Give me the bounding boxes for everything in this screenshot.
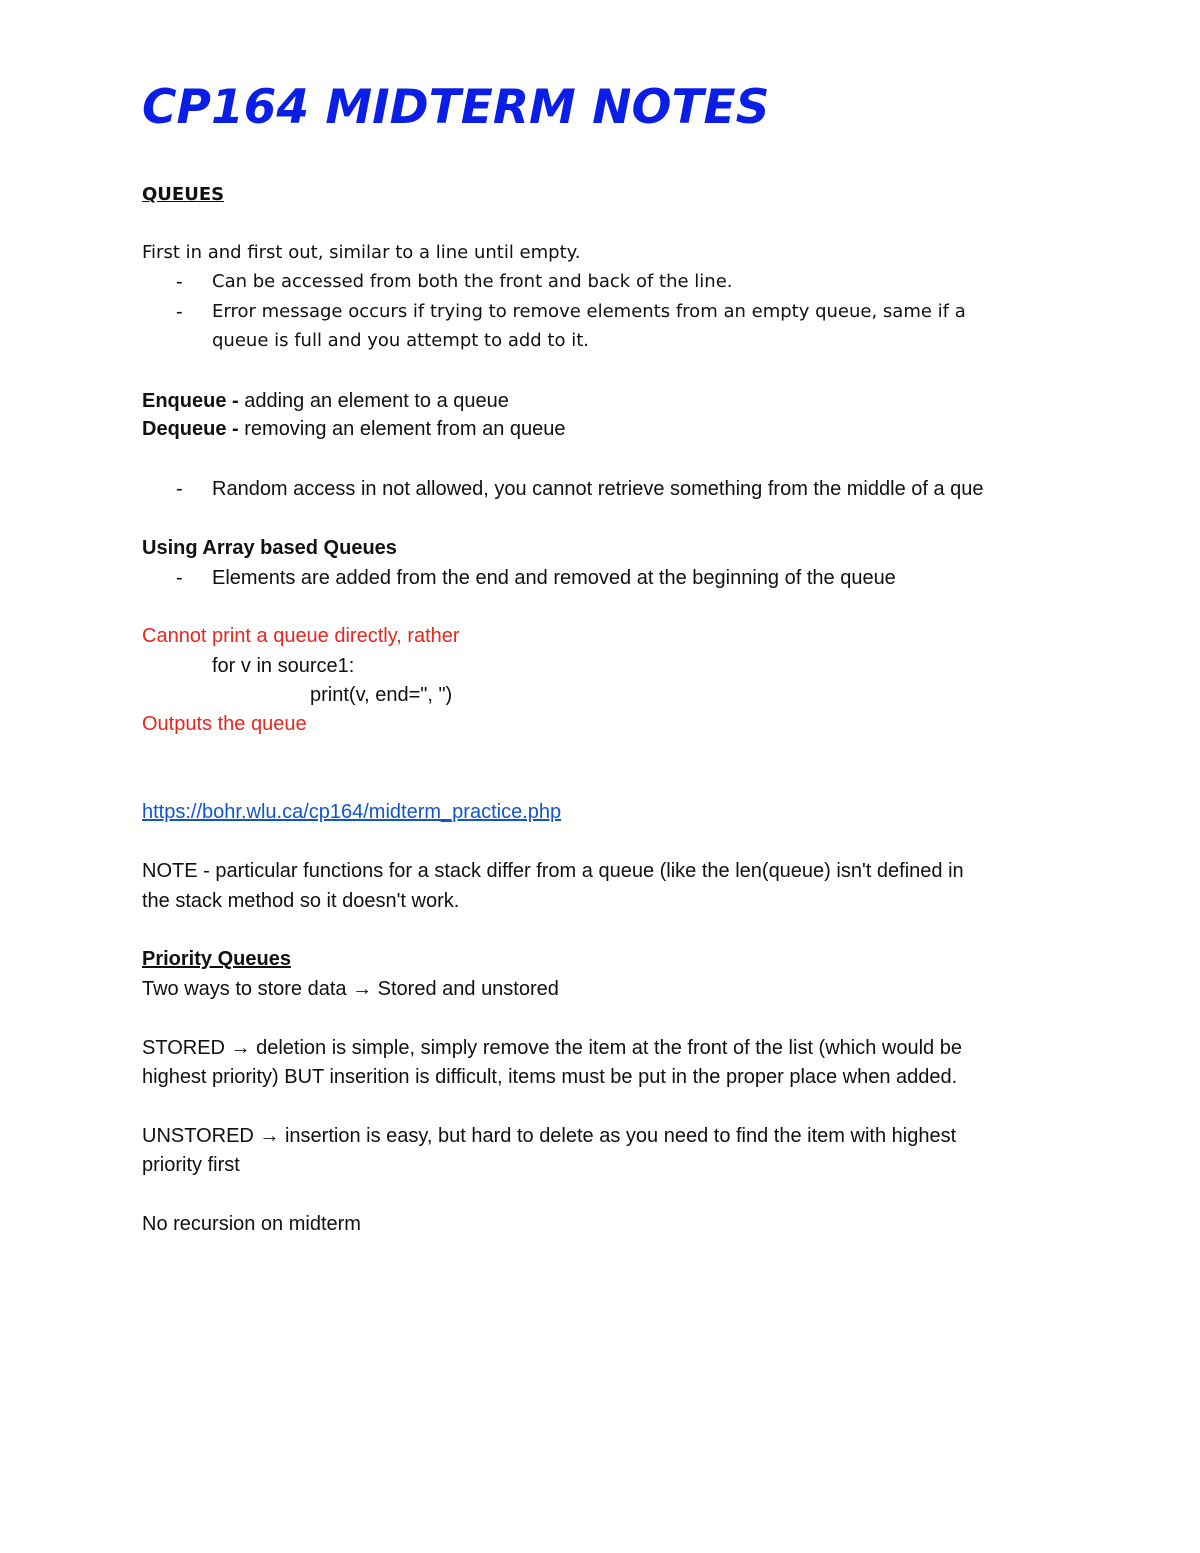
enqueue-term: Enqueue - [142, 390, 239, 412]
dequeue-text: removing an element from an queue [238, 418, 566, 440]
note-line: NOTE - particular functions for a stack differ from a queue (like the len(queue) isn't defined in [142, 860, 964, 882]
outputs-note: Outputs the queue [142, 713, 307, 735]
note-line-cont: the stack method so it doesn't work. [142, 890, 460, 912]
bullet-array-elements: Elements are added from the end and removed at the beginning of the queue [212, 567, 896, 589]
enqueue-definition [142, 387, 509, 415]
no-recursion-note: No recursion on midterm [142, 1213, 361, 1235]
midterm-practice-link[interactable]: https://bohr.wlu.ca/cp164/midterm_practice.php [142, 801, 562, 823]
dequeue-term: Dequeue - [142, 418, 239, 440]
stored-line: STORED → deletion is simple, simply remove the item at the front of the list (which would be [142, 1037, 962, 1059]
bullet-dash: - [176, 567, 183, 589]
two-ways-line: Two ways to store data → Stored and unstored [142, 978, 559, 1000]
code-for-loop: for v in source1: [212, 655, 355, 677]
queues-intro: First in and first out, similar to a line until empty. [142, 242, 581, 263]
queues-heading: QUEUES [142, 184, 225, 205]
bullet-dash: - [176, 301, 183, 323]
unstored-line: UNSTORED → insertion is easy, but hard to delete as you need to find the item with highest [142, 1125, 957, 1147]
code-print-call: print(v, end=", ") [310, 684, 453, 706]
array-queues-heading: Using Array based Queues [142, 537, 397, 559]
unstored-line-cont: priority first [142, 1154, 240, 1176]
priority-queues-heading: Priority Queues [142, 948, 291, 970]
bullet-random-access: Random access in not allowed, you cannot retrieve something from the middle of a que [212, 478, 984, 500]
stored-line-cont: highest priority) BUT inserition is difficult, items must be put in the proper place when added. [142, 1066, 958, 1088]
document-title: CP164 MIDTERM NOTES [142, 80, 770, 135]
bullet-error-message: Error message occurs if trying to remove elements from an empty queue, same if a [212, 301, 966, 322]
bullet-dash: - [176, 478, 183, 500]
enqueue-text: adding an element to a queue [238, 390, 509, 412]
bullet-dash: - [176, 271, 183, 293]
cannot-print-note: Cannot print a queue directly, rather [142, 625, 460, 647]
dequeue-definition [142, 415, 566, 443]
bullet-front-back: Can be accessed from both the front and back of the line. [212, 271, 733, 292]
bullet-error-message-cont: queue is full and you attempt to add to it. [212, 330, 589, 351]
